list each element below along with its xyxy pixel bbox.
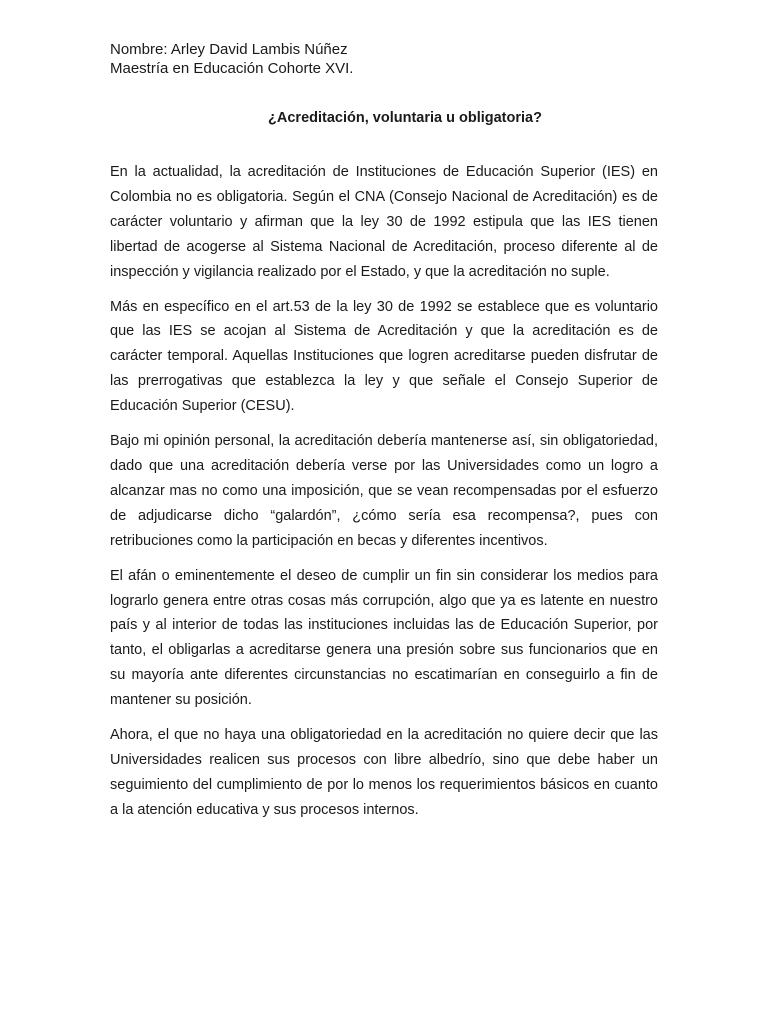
document-title: ¿Acreditación, voluntaria u obligatoria? — [268, 110, 542, 126]
paragraph: El afán o eminentemente el deseo de cumplir un fin sin considerar los medios para lograrlo genera entre otras cosas más corrupción, algo que ya es latente en nuestro país y al interior de todas las instituciones incluidas las de Educación Superior, por tanto, el obligarlas a acreditarse genera una presión sobre sus funcionarios que en su mayoría ante diferentes circunstancias no escatimarían en conseguirlo a fin de mantener su posición. — [110, 567, 658, 709]
paragraph: Más en específico en el art.53 de la ley 30 de 1992 se establece que es voluntario que las IES se acojan al Sistema de Acreditación y que la acreditación es de carácter temporal. Aquellas Instituciones que logren acreditarse pueden disfrutar de las prerrogativas que establezca la ley y que señale el Consejo Superior de Educación Superior (CESU). — [110, 298, 658, 415]
paragraph: En la actualidad, la acreditación de Instituciones de Educación Superior (IES) en Colombia no es obligatoria. Según el CNA (Consejo Nacional de Acreditación) es de carácter voluntario y afirman que la ley 30 de 1992 estipula que las IES tienen libertad de acogerse al Sistema Nacional de Acreditación, proceso diferente al de inspección y vigilancia realizado por el Estado, y que la acreditación no suple. — [110, 164, 658, 280]
program-line: Maestría en Educación Cohorte XVI. — [110, 60, 354, 77]
paragraph: Ahora, el que no haya una obligatoriedad en la acreditación no quiere decir que las Universidades realicen sus procesos con libre albedrío, sino que debe haber un seguimiento del cumplimiento de por lo menos los requerimientos básicos en cuanto a la atención educativa y sus procesos internos. — [110, 727, 658, 818]
paragraph: Bajo mi opinión personal, la acreditación debería mantenerse así, sin obligatoriedad, dado que una acreditación debería verse por las Universidades como un logro a alcanzar mas no como una imposición, que se vean recompensadas por el esfuerzo de adjudicarse dicho “galardón”, ¿cómo sería esa recompensa?, pues con retribuciones como la participación en becas y diferentes incentivos. — [110, 433, 658, 549]
author-name-line: Nombre: Arley David Lambis Núñez — [110, 41, 348, 58]
document-body — [110, 160, 658, 823]
document-page — [110, 40, 658, 833]
